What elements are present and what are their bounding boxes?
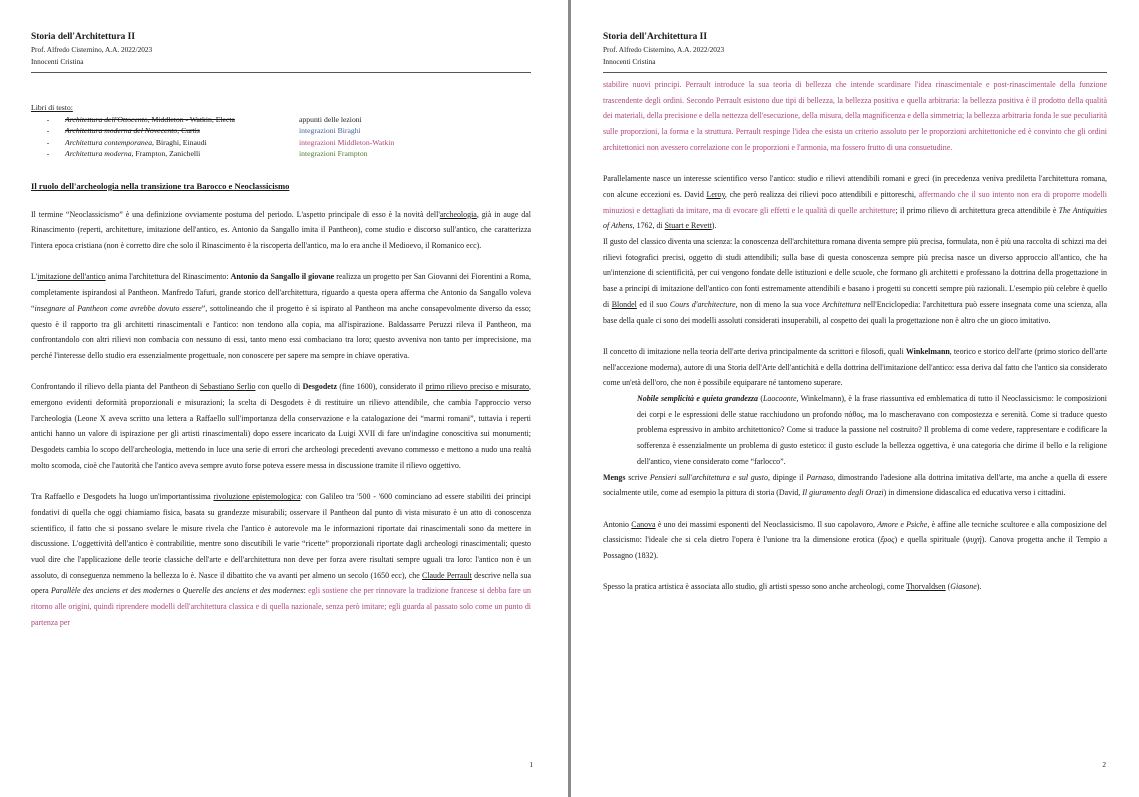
textbook-item	[31, 114, 531, 126]
student-name: Innocenti Cristina	[31, 57, 84, 66]
textbook-note: integrazioni Biraghi	[299, 126, 361, 136]
header-divider	[31, 72, 531, 73]
paragraph: Il gusto del classico diventa una scienza: la conoscenza dell'architettura romana diventa sempre più precisa, formulata, non è più una raccolta di schizzi ma dei rilievi fotografici precisi, oggetto di studi attendibili; sulla base di questa conoscenza sempre più precisa nasce un diverso approccio all'antico, che ha un'intenzione di scientificità, per cui vengono fondate delle istituzioni e delle scuole, che formano gli architetti e professano la dottrina della progettazione in base a principi di imitazione dell'antico con fonti estremamente attendibili e basano i progetti su concetti sempre più razionali. L'esempio più celebre è quello di Blondel ed il suo Cours d'architecture, non di meno la sua voce Architettura nell'Enciclopedia: l'architettura può essere insegnata come una scienza, alla base della quale ci sono dei modelli assoluti considerati insuperabili, al cospetto dei quali la progettazione non è altro che un gioco imitativo.	[603, 237, 1107, 325]
document-page-2	[571, 0, 1139, 797]
textbooks-list	[31, 102, 531, 160]
paragraph: stabilire nuovi principi. Perrault introduce la sua teoria di bellezza che intende scardinare l'idea rinascimentale e post-rinascimentale della funzione trascendente degli ordini. Secondo Perrault esistono due tipi di bellezza, la bellezza positiva e quella arbitraria: la bellezza positiva è il prodotto della qualità dei materiali, della precisione e della nettezza dell'esecuzione, della misura, della magnificenza e della simmetria; la bellezza arbitraria fonda le sue peculiarità sulle proporzioni, la forma e la struttura. Perrault respinge l'idea che esista un criterio assoluto per le proporzioni architettoniche ed è convinto che gli ordini architettonici non avessero correlazione con le proporzioni e l'armonia, ma fossero frutto di una consuetudine.	[603, 80, 1107, 152]
paragraph: Tra Raffaello e Desgodets ha luogo un'importantissima rivoluzione epistemologica: con Galileo tra '500 - '600 cominciano ad essere stabiliti dei principi fondativi di quella che oggi chiamiamo fisica, basata su grandezze misurabili; osservare il Pantheon dal punto di vista misurato è un atto di conoscenza scientifico, il fatto che si possano svelare le misure rivela che l'antico è autorevole ma le informazioni riportate dai rinascimentali sono da mettere in discussione. L'oggettività dell'antico è contrabilitie, mentre sono discutibili le varie “ricette” proporzionali riportate dagli archeologi rinascimentali; questo vuol dire che l'applicazione delle teorie classiche dell'arte e dell'architettura non deve per forza avere risultati sempre uguali tra loro: l'antico non è un assoluto, di conseguenza nemmeno la bellezza lo è. Nasce il dibattito che va avanti per almeno un secolo (1650 ecc), che Claude Perrault descrive nella sua opera Parallèle des anciens et des modernes o Querelle des anciens et des modernes: egli sostiene che per rinnovare la tradizione francese si debba fare un ritorno alle origini, quindi riprendere modelli dell'architettura classica e di quella nazionale, senza però imitare; egli guarda al passato solo come un punto di partenza per	[31, 492, 532, 627]
paragraph: Spesso la pratica artistica è associata allo studio, gli artisti spesso sono anche archeologi, come Thorvaldsen (Giasone).	[603, 582, 982, 592]
professor-line: Prof. Alfredo Cisternino, A.A. 2022/2023	[603, 45, 725, 54]
textbook-item	[31, 137, 531, 149]
section-title: Il ruolo dell'archeologia nella transizione tra Barocco e Neoclassicismo	[31, 180, 290, 191]
textbook-note: appunti delle lezioni	[299, 114, 362, 124]
document-page-1	[0, 0, 568, 797]
list-bullet: -	[46, 137, 50, 147]
textbooks-heading: Libri di testo:	[31, 103, 73, 112]
textbook-note: integrazioni Middleton-Watkin	[299, 137, 395, 147]
paragraph: Confrontando il rilievo della pianta del Pantheon di Sebastiano Serlio con quello di Desgodetz (fine 1600), considerato il primo rilievo preciso e misurato, emergono evidenti deformità proporzionali e misurazioni; la scelta di Desgodets è di restituire un rilievo attendibile, che cambia l'approccio verso l'archeologia (Leone X aveva scritto una lettera a Raffaello sull'importanza della conservazione e la catalogazione dei “marmi romani”, tuttavia i reperti antichi hanno un valore di ispirazione per gli artisti rinascimentali) dopo essere incaricato da Luigi XVII di fare un'indagine conoscitiva sui monumenti; Desgodets cambia lo scopo dell'archeologia, mettendo in luce una serie di errori che archeologi precedenti avevano commesso e mettono a nudo una realtà molto scomoda, cioè che l'autorità che l'antico aveva sempre avuto forse poteva essere messa in discussione tramite il rilievo oggettivo.	[31, 382, 531, 470]
doc-header	[31, 31, 531, 73]
student-name: Innocenti Cristina	[603, 57, 656, 66]
quote-block: Nobile semplicità e quieta grandezza (Laocoonte, Winkelmann), è la frase riassuntiva ed emblematica di tutto il Neoclassicismo: le composizioni dei corpi e le espressioni delle statue racchiudono un profondo πάθος, ma lo mascheravano con compostezza e serenità. Come si traduce questo problema espressivo in ambito architettonico? Come si traduce la passione nel costruito? Il problema di come vedere, rappresentare e codificare la sofferenza è essenzialmente un problema di gusto estetico: il gusto esclude la bellezza oggettiva, è una categoria che dirime il bello e la religione dell'antico, viene considerato come “farlocco”.	[637, 394, 1107, 466]
list-bullet: -	[46, 126, 50, 136]
textbook-note: integrazioni Frampton	[299, 149, 368, 159]
course-title: Storia dell'Architettura II	[603, 32, 707, 42]
paragraph: Mengs scrive Pensieri sull'architettura e sul gusto, dipinge il Parnaso, dimostrando l'adesione alla dottrina imitativa dell'arte, ma anche a quella di essere socialmente utile, come ad esempio la pittura di storia (David, Il giuramento degli Orazi) in dimensione didascalica ed educativa verso i cittadini.	[603, 472, 1107, 498]
course-title: Storia dell'Architettura II	[31, 32, 135, 42]
paragraph: Il termine “Neoclassicismo” è una definizione ovviamente postuma del periodo. L'aspetto principale di esso è la novità dell'archeologia, già in auge dal Rinascimento (reperti, architetture, imitazione dell'antico, es. Antonio da Sangallo imita il Pantheon), come studio e discorso sull'antico, che caratterizza l'intera epoca cristiana (non è corretto dire che solo il Rinascimento è la riscoperta dell'antico, ma lo era anche il Medioevo, il Romanico ecc).	[31, 209, 531, 251]
paragraph: Parallelamente nasce un interesse scientifico verso l'antico: studio e rilievi attendibili romani e greci (in precedenza veniva prediletta l'architettura romana, con alcune eccezioni es. David Leroy, che però realizza dei rilievi poco attendibili e pittoreschi, affermando che il suo intento non era di proporre modelli minuziosi e dettagliati da imitare, ma di evocare gli effetti e le qualità di quelle architetture; il primo rilievo di architettura greca attendibile è The Antiquities of Athens, 1762, di Stuart e Revett).	[603, 174, 1107, 231]
header-divider	[603, 72, 1107, 73]
professor-line: Prof. Alfredo Cisternino, A.A. 2022/2023	[31, 45, 153, 54]
paragraph: L'imitazione dell'antico anima l'architettura del Rinascimento: Antonio da Sangallo il giovane realizza un progetto per San Giovanni dei Fiorentini a Roma, completamente ispirandosi al Pantheon. Manfredo Tafuri, grande storico dell'architettura, riguardo a questa opera afferma che Antonio da Sangallo voleva “insegnare al Pantheon come avrebbe dovuto essere”, sottolineando che il progetto è sì ispirato al Pantheon ma anche consapevolmente diverso da esso; questo è il rapporto tra gli architetti rinascimentali e l'antico: non tendono alla copia, ma all'ispirazione. Baldassarre Peruzzi rileva il Pantheon, ma confrontandolo con altri rilievi non combacia con nessuno di essi, tanto meno essi combaciano tra loro; questo avveniva non tanto per imprecisione, ma perché l'interesse dello studio era essenzialmente progettuale, non conoscere per sapere ma sempre in chiave operativa.	[31, 272, 532, 360]
doc-header	[603, 31, 1107, 73]
textbook-title: Architettura moderna del Novecento, Curtis	[65, 126, 200, 136]
textbook-title: Architettura moderna, Frampton, Zanichelli	[65, 149, 201, 159]
textbook-item	[31, 125, 531, 137]
list-bullet: -	[46, 149, 50, 159]
page-number: 2	[1102, 760, 1106, 769]
page-number: 1	[529, 760, 533, 769]
paragraph: Antonio Canova è uno dei massimi esponenti del Neoclassicismo. Il suo capolavoro, Amore e Psiche, è affine alle tecniche scultoree e alla composizione del classicismo: l'ideale che si cela dietro l'opera è l'unione tra la dimensione erotica (ἔρος) e quella spirituale (ψυχή). Canova progetta anche il Tempio a Possagno (1832).	[603, 519, 1107, 561]
textbook-item	[31, 148, 531, 160]
textbook-title: Architettura contemporanea, Biraghi, Einaudi	[65, 137, 207, 147]
list-bullet: -	[46, 114, 50, 124]
textbook-title: Architettura dell'Ottocento, Middleton - Watkin, Electa	[65, 114, 235, 124]
paragraph: Il concetto di imitazione nella teoria dell'arte deriva principalmente da scrittori e filosofi, quali Winkelmann, teorico e storico dell'arte (primo storico dell'arte nell'accezione moderna), autore di una Storia dell'Arte dell'antichità e della dottrina dell'imitazione dell'antico: essa deriva dal fatto che l'antico sia considerato come un'età dell'oro, che non è possibile equiparare né tantomeno superare.	[603, 346, 1107, 388]
